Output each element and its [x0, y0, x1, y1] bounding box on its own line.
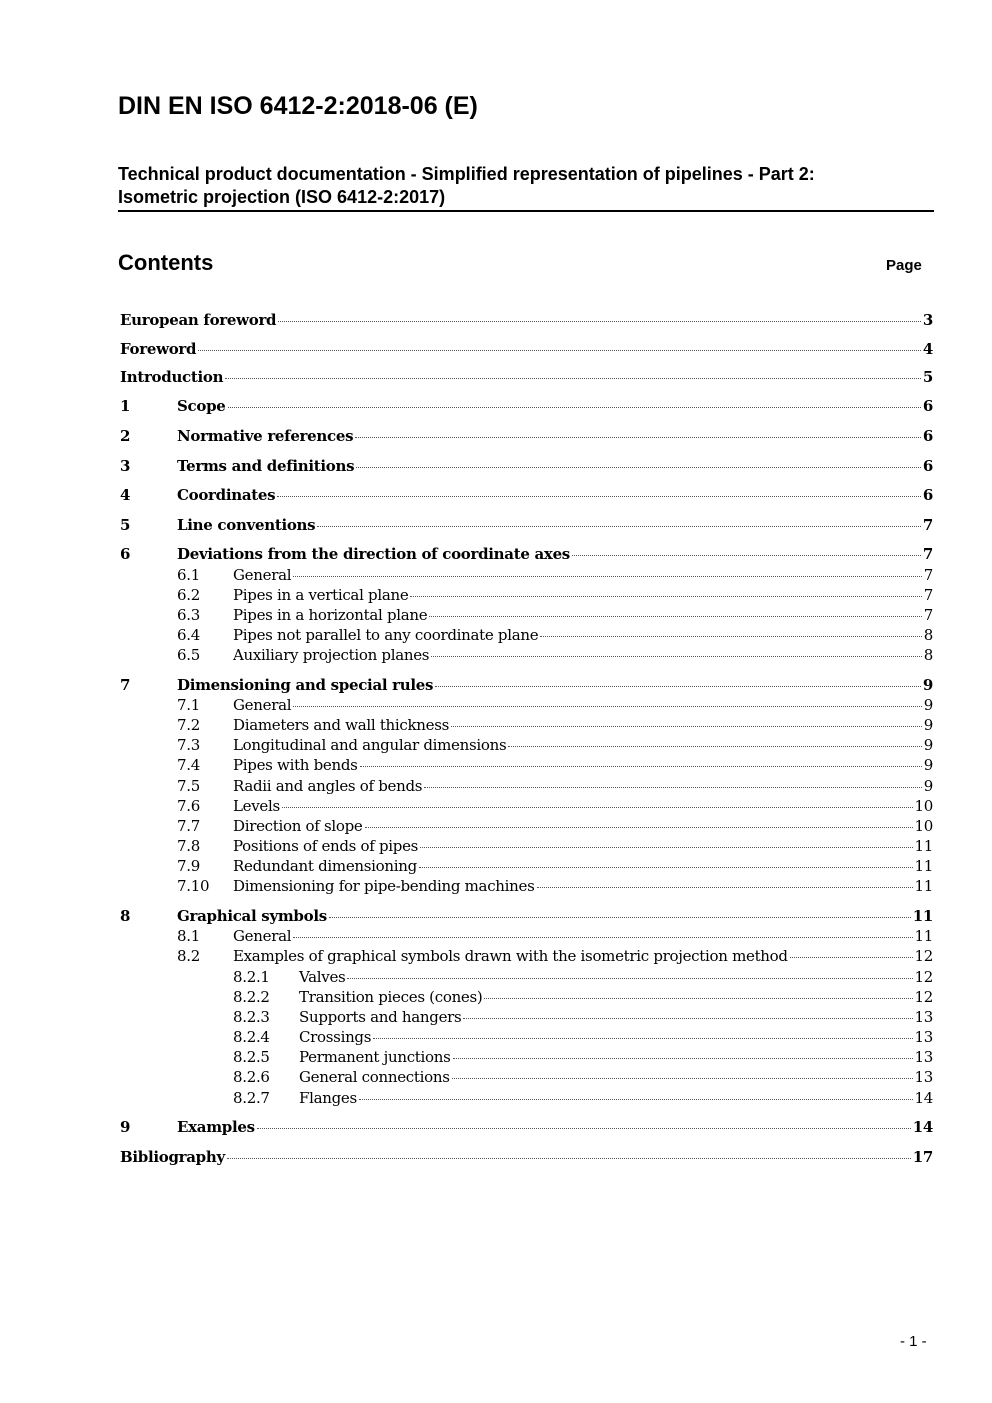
toc-entry-title: Diameters and wall thickness	[233, 716, 450, 734]
toc-entry-title: Scope	[177, 397, 226, 415]
toc-entry-leader	[282, 807, 913, 808]
toc-entry-page: 12	[914, 988, 933, 1006]
toc-entry-title: Valves	[299, 968, 346, 986]
toc-entry-page: 9	[923, 736, 933, 754]
toc-entry-number: 8.2.3	[233, 1008, 270, 1026]
toc-entry[interactable]	[120, 1028, 933, 1048]
toc-entry[interactable]	[120, 947, 933, 967]
toc-entry[interactable]	[120, 606, 933, 626]
toc-entry[interactable]	[120, 696, 933, 716]
toc-entry-number: 6	[120, 545, 131, 563]
toc-entry-number: 7.5	[177, 777, 200, 795]
toc-entry-page: 13	[914, 1048, 933, 1066]
toc-entry-page: 11	[914, 857, 933, 875]
toc-entry-number: 8.2.7	[233, 1089, 270, 1107]
toc-entry-title: Foreword	[120, 340, 197, 358]
toc-entry-title: Levels	[233, 797, 280, 815]
toc-entry-title: Redundant dimensioning	[233, 857, 417, 875]
toc-entry-number: 6.4	[177, 626, 200, 644]
toc-entry[interactable]	[120, 1048, 933, 1068]
toc-entry-page: 11	[914, 877, 933, 895]
toc-entry-title: Radii and angles of bends	[233, 777, 423, 795]
toc-entry-page: 7	[923, 606, 933, 624]
toc-entry-leader	[359, 1099, 913, 1100]
toc-entry-leader	[278, 321, 921, 322]
toc-entry-page: 4	[922, 340, 933, 358]
toc-entry-page: 3	[922, 311, 933, 329]
toc-entry[interactable]	[120, 837, 933, 857]
document-title	[118, 163, 934, 212]
toc-entry-number: 7.8	[177, 837, 200, 855]
toc-entry-page: 7	[923, 566, 933, 584]
toc-entry-title: Terms and definitions	[177, 457, 355, 475]
toc-entry-title: Dimensioning for pipe-bending machines	[233, 877, 535, 895]
toc-entry-page: 13	[914, 1008, 933, 1026]
toc-entry-number: 8.2.2	[233, 988, 270, 1006]
toc-entry-page: 7	[922, 545, 933, 563]
toc-entry-page: 7	[923, 586, 933, 604]
toc-entry-title: Dimensioning and special rules	[177, 676, 434, 694]
toc-entry-leader	[257, 1128, 911, 1129]
toc-entry[interactable]	[120, 736, 933, 756]
toc-entry-number: 8.1	[177, 927, 200, 945]
toc-entry-leader	[410, 596, 921, 597]
toc-entry-title: General	[233, 696, 292, 714]
toc-entry[interactable]	[120, 646, 933, 666]
toc-entry-page: 9	[923, 696, 933, 714]
toc-entry-page: 6	[922, 397, 933, 415]
toc-entry[interactable]	[120, 907, 933, 927]
toc-entry-page: 11	[914, 837, 933, 855]
toc-entry[interactable]	[120, 1008, 933, 1028]
toc-entry-leader	[317, 526, 921, 527]
toc-entry-number: 2	[120, 427, 131, 445]
page-column-label: Page	[886, 257, 922, 274]
toc-entry-number: 7.2	[177, 716, 200, 734]
toc-entry-number: 7.6	[177, 797, 200, 815]
toc-entry-number: 6.1	[177, 566, 200, 584]
toc-entry-number: 8.2.4	[233, 1028, 270, 1046]
toc-entry-page: 6	[922, 486, 933, 504]
toc-entry-leader	[435, 686, 921, 687]
toc-entry-page: 9	[922, 676, 933, 694]
toc-entry[interactable]	[120, 716, 933, 736]
toc-entry-leader	[484, 998, 912, 999]
toc-entry-number: 3	[120, 457, 131, 475]
toc-entry-page: 13	[914, 1028, 933, 1046]
toc-entry[interactable]	[120, 1068, 933, 1088]
toc-entry-leader	[225, 378, 921, 379]
toc-entry-number: 8.2.6	[233, 1068, 270, 1086]
toc-entry-leader	[420, 847, 912, 848]
toc-entry-leader	[508, 746, 921, 747]
toc-entry-page: 9	[923, 716, 933, 734]
toc-entry-title: Coordinates	[177, 486, 276, 504]
toc-entry-title: European foreword	[120, 311, 277, 329]
toc-entry[interactable]	[120, 586, 933, 606]
toc-entry-number: 6.2	[177, 586, 200, 604]
toc-entry[interactable]	[120, 340, 933, 360]
toc-entry-title: Pipes in a horizontal plane	[233, 606, 428, 624]
toc-entry-page: 8	[923, 646, 933, 664]
toc-entry-leader	[453, 1058, 913, 1059]
toc-entry-number: 8	[120, 907, 131, 925]
toc-entry[interactable]	[120, 857, 933, 877]
toc-entry-leader	[227, 1158, 911, 1159]
toc-entry-leader	[228, 407, 921, 408]
toc-entry-number: 7.4	[177, 756, 200, 774]
toc-entry-page: 10	[914, 797, 933, 815]
footer-page-number: - 1 -	[900, 1333, 927, 1350]
toc-entry-number: 7.3	[177, 736, 200, 754]
toc-entry[interactable]	[120, 988, 933, 1008]
toc-entry-number: 6.3	[177, 606, 200, 624]
toc-entry-page: 17	[912, 1148, 933, 1166]
toc-entry-page: 11	[914, 927, 933, 945]
toc-entry-number: 6.5	[177, 646, 200, 664]
toc-entry-leader	[451, 726, 922, 727]
toc-entry-leader	[463, 1018, 912, 1019]
toc-entry-page: 9	[923, 756, 933, 774]
toc-entry-leader	[373, 1038, 912, 1039]
toc-entry-leader	[329, 917, 911, 918]
toc-entry-page: 10	[914, 817, 933, 835]
toc-entry-number: 5	[120, 516, 131, 534]
toc-entry-leader	[419, 867, 913, 868]
toc-entry-leader	[293, 576, 922, 577]
toc-entry-page: 8	[923, 626, 933, 644]
toc-entry-page: 14	[912, 1118, 933, 1136]
toc-entry-number: 8.2.1	[233, 968, 270, 986]
toc-entry[interactable]	[120, 1148, 933, 1168]
toc-entry-title: Pipes not parallel to any coordinate plane	[233, 626, 539, 644]
toc-entry-page: 6	[922, 427, 933, 445]
toc-entry-leader	[293, 706, 922, 707]
toc-entry-leader	[431, 656, 922, 657]
toc-entry-page: 13	[914, 1068, 933, 1086]
toc-entry[interactable]	[120, 457, 933, 477]
toc-entry-title: Supports and hangers	[299, 1008, 462, 1026]
toc-entry-page: 9	[923, 777, 933, 795]
toc-entry-title: Deviations from the direction of coordinate axes	[177, 545, 570, 563]
toc-entry[interactable]	[120, 311, 933, 331]
toc-entry[interactable]	[120, 516, 933, 536]
toc-entry-number: 9	[120, 1118, 131, 1136]
toc-entry-number: 1	[120, 397, 131, 415]
toc-entry-leader	[540, 636, 921, 637]
toc-entry-title: Transition pieces (cones)	[299, 988, 483, 1006]
toc-entry-title: Pipes in a vertical plane	[233, 586, 409, 604]
toc-entry-title: Flanges	[299, 1089, 357, 1107]
toc-entry-number: 7.7	[177, 817, 200, 835]
toc-entry-number: 7	[120, 676, 131, 694]
toc-entry[interactable]	[120, 486, 933, 506]
toc-entry-leader	[293, 937, 912, 938]
toc-entry-leader	[365, 827, 913, 828]
toc-entry-title: Auxiliary projection planes	[233, 646, 430, 664]
toc-entry-leader	[429, 616, 921, 617]
toc-entry-title: Examples	[177, 1118, 255, 1136]
toc-entry-number: 8.2	[177, 947, 200, 965]
toc-entry-number: 8.2.5	[233, 1048, 270, 1066]
toc-entry-page: 6	[922, 457, 933, 475]
toc-entry-leader	[790, 957, 913, 958]
toc-entry[interactable]	[120, 566, 933, 586]
toc-entry-title: Longitudinal and angular dimensions	[233, 736, 507, 754]
toc-entry-page: 14	[914, 1089, 933, 1107]
toc-entry-title: Bibliography	[120, 1148, 225, 1166]
toc-entry[interactable]	[120, 777, 933, 797]
toc-entry-title: Graphical symbols	[177, 907, 327, 925]
toc-entry-leader	[277, 496, 921, 497]
toc-entry-title: General	[233, 566, 292, 584]
toc-entry-leader	[198, 350, 921, 351]
toc-entry-title: General connections	[299, 1068, 450, 1086]
toc-entry[interactable]	[120, 797, 933, 817]
toc-entry-leader	[356, 467, 921, 468]
toc-entry[interactable]	[120, 626, 933, 646]
toc-entry-number: 7.1	[177, 696, 200, 714]
toc-entry[interactable]	[120, 817, 933, 837]
toc-entry-title: Introduction	[120, 368, 224, 386]
toc-entry-number: 4	[120, 486, 131, 504]
toc-entry[interactable]	[120, 756, 933, 776]
toc-entry[interactable]	[120, 427, 933, 447]
toc-entry-number: 7.9	[177, 857, 200, 875]
toc-entry-leader	[537, 887, 913, 888]
toc-entry-title: General	[233, 927, 292, 945]
toc-entry[interactable]	[120, 1118, 933, 1138]
toc-entry-leader	[452, 1078, 913, 1079]
toc-entry[interactable]	[120, 1089, 933, 1109]
toc-entry-page: 7	[922, 516, 933, 534]
toc-entry-title: Positions of ends of pipes	[233, 837, 419, 855]
toc-entry-number: 7.10	[177, 877, 210, 895]
toc-entry-leader	[355, 437, 921, 438]
toc-entry[interactable]	[120, 676, 933, 696]
toc-entry-leader	[424, 787, 922, 788]
toc-entry-title: Permanent junctions	[299, 1048, 451, 1066]
document-title-line1: Technical product documentation - Simplified representation of pipelines - Part 2:	[118, 164, 815, 184]
toc-entry[interactable]	[120, 545, 933, 565]
toc-entry-title: Crossings	[299, 1028, 372, 1046]
toc-entry[interactable]	[120, 368, 933, 388]
toc-entry-title: Line conventions	[177, 516, 316, 534]
toc-entry-page: 12	[914, 968, 933, 986]
toc-entry[interactable]	[120, 877, 933, 897]
toc-entry-page: 11	[912, 907, 933, 925]
toc-entry-page: 12	[914, 947, 933, 965]
toc-entry-title: Pipes with bends	[233, 756, 358, 774]
contents-heading: Contents	[118, 250, 214, 275]
document-title-line2: Isometric projection (ISO 6412-2:2017)	[118, 187, 446, 207]
toc-entry[interactable]	[120, 968, 933, 988]
document-id: DIN EN ISO 6412-2:2018-06 (E)	[118, 92, 478, 120]
toc-entry-title: Direction of slope	[233, 817, 363, 835]
toc-entry-title: Normative references	[177, 427, 354, 445]
toc-entry-leader	[347, 978, 912, 979]
toc-entry-leader	[360, 766, 922, 767]
toc-entry-page: 5	[922, 368, 933, 386]
toc-entry-title: Examples of graphical symbols drawn with the isometric projection method	[233, 947, 788, 965]
toc-entry[interactable]	[120, 927, 933, 947]
toc-entry-leader	[572, 555, 921, 556]
toc-entry[interactable]	[120, 397, 933, 417]
